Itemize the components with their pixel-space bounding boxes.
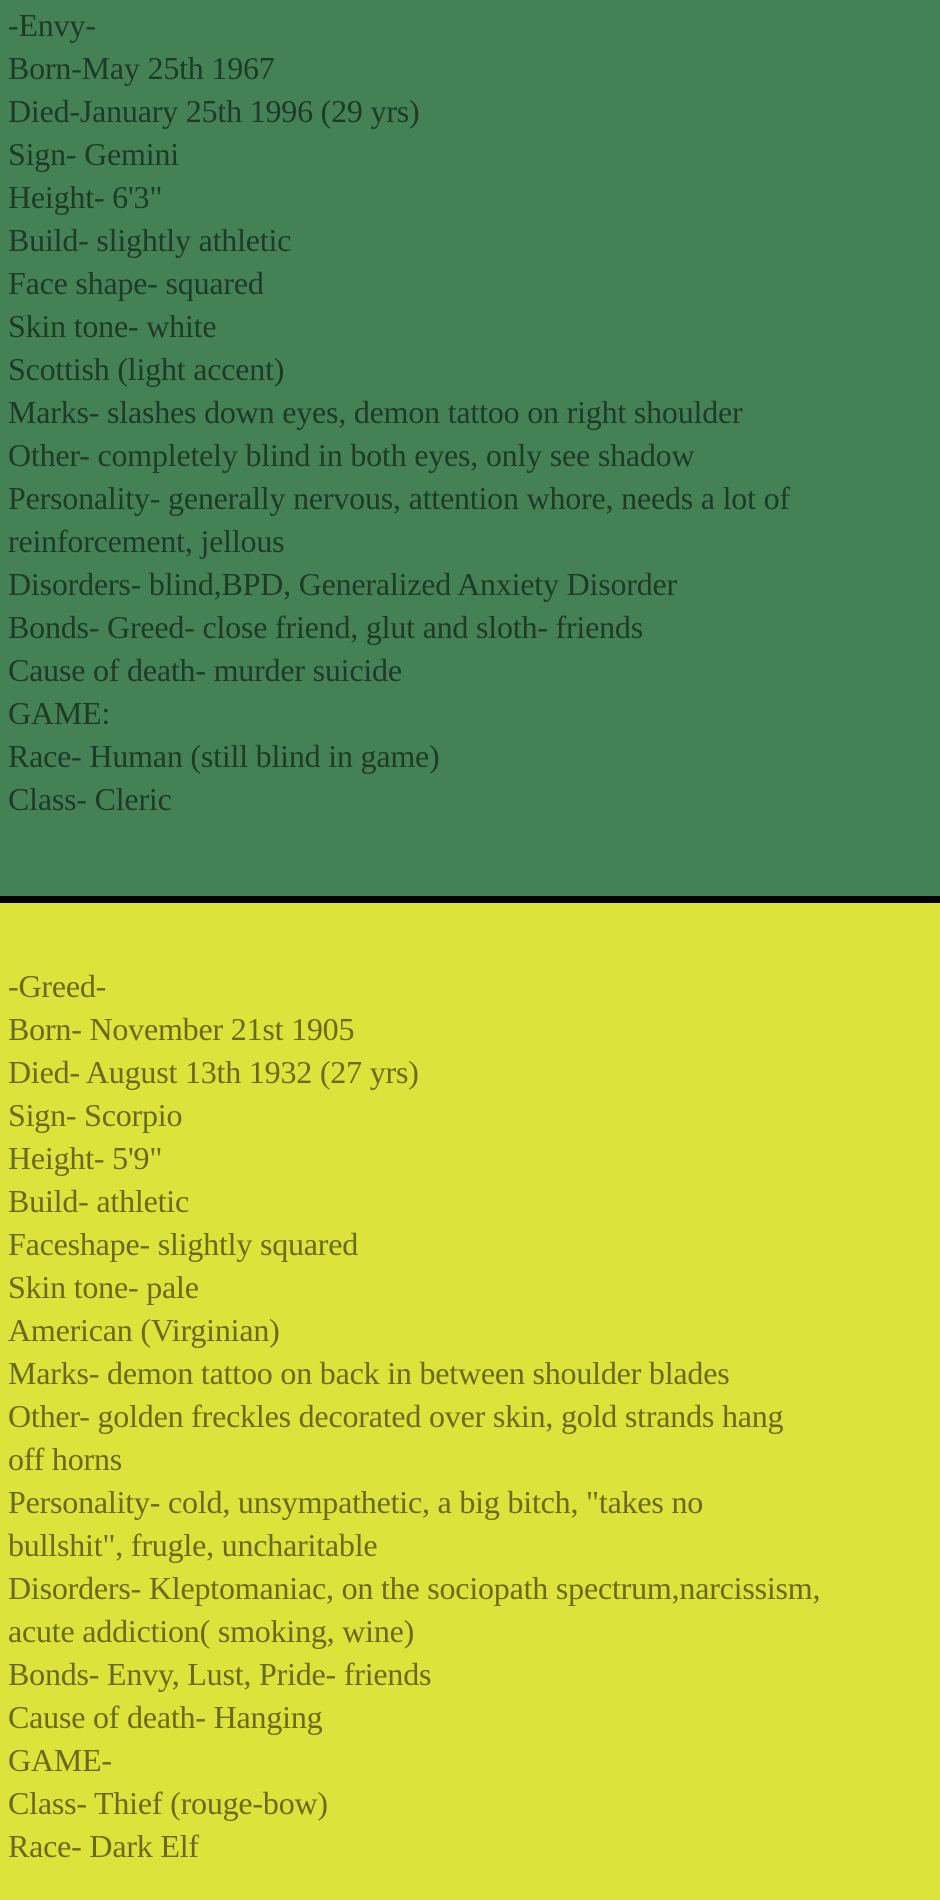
envy-title: -Envy- bbox=[8, 7, 96, 43]
greed-skin-tone: Skin tone- pale bbox=[8, 1269, 199, 1305]
envy-marks: Marks- slashes down eyes, demon tattoo on right shoulder bbox=[8, 394, 743, 430]
greed-cause-of-death: Cause of death- Hanging bbox=[8, 1699, 323, 1735]
greed-game-race: Race- Dark Elf bbox=[8, 1828, 199, 1864]
greed-disorders: Disorders- Kleptomaniac, on the sociopath spectrum,narcissism, bbox=[8, 1570, 821, 1606]
greed-profile-panel bbox=[0, 903, 940, 1900]
greed-other-cont: off horns bbox=[8, 1441, 123, 1477]
envy-sign: Sign- Gemini bbox=[8, 136, 179, 172]
envy-personality-cont: reinforcement, jellous bbox=[8, 523, 285, 559]
greed-disorders-cont: acute addiction( smoking, wine) bbox=[8, 1613, 415, 1649]
greed-game-heading: GAME- bbox=[8, 1742, 112, 1778]
greed-born: Born- November 21st 1905 bbox=[8, 1011, 355, 1047]
envy-bonds: Bonds- Greed- close friend, glut and sloth- friends bbox=[8, 609, 643, 645]
envy-game-class: Class- Cleric bbox=[8, 781, 172, 817]
greed-height: Height- 5'9" bbox=[8, 1140, 163, 1176]
envy-build: Build- slightly athletic bbox=[8, 222, 292, 258]
envy-profile-panel bbox=[0, 0, 940, 896]
greed-nationality: American (Virginian) bbox=[8, 1312, 280, 1348]
greed-bonds: Bonds- Envy, Lust, Pride- friends bbox=[8, 1656, 432, 1692]
envy-died: Died-January 25th 1996 (29 yrs) bbox=[8, 93, 420, 129]
envy-game-race: Race- Human (still blind in game) bbox=[8, 738, 440, 774]
envy-height: Height- 6'3" bbox=[8, 179, 163, 215]
greed-title: -Greed- bbox=[8, 968, 107, 1004]
greed-personality-cont: bullshit", frugle, uncharitable bbox=[8, 1527, 378, 1563]
section-divider bbox=[0, 896, 940, 903]
envy-disorders: Disorders- blind,BPD, Generalized Anxiety Disorder bbox=[8, 566, 677, 602]
greed-face-shape: Faceshape- slightly squared bbox=[8, 1226, 359, 1262]
greed-other: Other- golden freckles decorated over skin, gold strands hang bbox=[8, 1398, 784, 1434]
envy-face-shape: Face shape- squared bbox=[8, 265, 264, 301]
envy-game-heading: GAME: bbox=[8, 695, 111, 731]
envy-born: Born-May 25th 1967 bbox=[8, 50, 275, 86]
greed-marks: Marks- demon tattoo on back in between shoulder blades bbox=[8, 1355, 730, 1391]
envy-personality: Personality- generally nervous, attention whore, needs a lot of bbox=[8, 480, 790, 516]
greed-build: Build- athletic bbox=[8, 1183, 189, 1219]
envy-skin-tone: Skin tone- white bbox=[8, 308, 217, 344]
greed-personality: Personality- cold, unsympathetic, a big bitch, "takes no bbox=[8, 1484, 704, 1520]
envy-nationality: Scottish (light accent) bbox=[8, 351, 285, 387]
greed-sign: Sign- Scorpio bbox=[8, 1097, 183, 1133]
greed-died: Died- August 13th 1932 (27 yrs) bbox=[8, 1054, 419, 1090]
envy-other: Other- completely blind in both eyes, only see shadow bbox=[8, 437, 695, 473]
envy-cause-of-death: Cause of death- murder suicide bbox=[8, 652, 402, 688]
greed-game-class: Class- Thief (rouge-bow) bbox=[8, 1785, 328, 1821]
